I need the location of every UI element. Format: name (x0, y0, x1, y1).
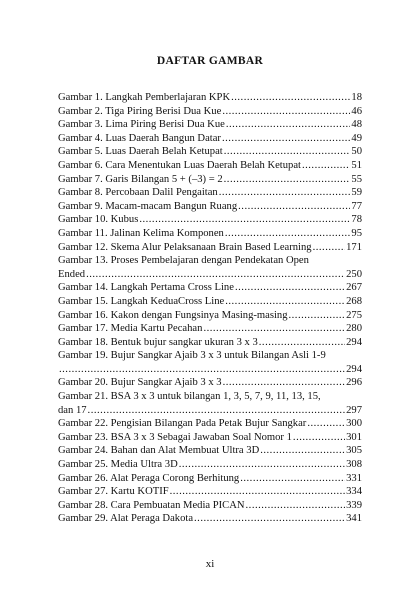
dot-leader (179, 458, 345, 472)
entry-label: Gambar 13. Proses Pembelajaran dengan Pendekatan Open (58, 255, 309, 267)
entry-page: 48 (351, 119, 362, 131)
dot-leader (86, 268, 345, 282)
dot-leader (88, 404, 346, 418)
list-item[interactable] (58, 322, 362, 336)
list-item[interactable] (58, 145, 362, 159)
dot-leader (289, 309, 346, 323)
entry-label: Gambar 6. Cara Menentukan Luas Daerah Belah Ketupat (58, 159, 301, 171)
entry-label: Gambar 10. Kubus (58, 214, 139, 226)
entry-label: Gambar 8. Percobaan Dalil Pengaitan (58, 187, 218, 199)
entry-label: Gambar 2. Tiga Piring Berisi Dua Kue (58, 105, 222, 117)
dot-leader (235, 281, 345, 295)
list-item[interactable] (58, 349, 362, 376)
list-item[interactable] (58, 390, 362, 417)
dot-leader (226, 118, 351, 132)
entry-page: 275 (346, 309, 362, 321)
dot-leader (238, 200, 350, 214)
entry-page: 55 (351, 173, 362, 185)
dot-leader (170, 485, 345, 499)
list-item[interactable] (58, 254, 362, 281)
list-item[interactable] (58, 336, 362, 350)
entry-page: 341 (346, 513, 362, 525)
entry-label: Gambar 25. Media Ultra 3D (58, 459, 178, 471)
list-item[interactable] (58, 118, 362, 132)
entry-label: Gambar 24. Bahan dan Alat Membuat Ultra 3D (58, 445, 260, 457)
entry-page: 339 (346, 499, 362, 511)
dot-leader (225, 295, 345, 309)
entry-label-continued: Ended (58, 268, 86, 280)
entry-page: 49 (351, 132, 362, 144)
entry-label: Gambar 11. Jalinan Kelima Komponen (58, 227, 224, 239)
entry-label: Gambar 22. Pengisian Bilangan Pada Petak Bujur Sangkar (58, 418, 307, 430)
entry-page: 296 (346, 377, 362, 389)
entry-label: Gambar 27. Kartu KOTIF (58, 486, 169, 498)
dot-leader (194, 512, 345, 526)
entry-page: 51 (351, 159, 362, 171)
dot-leader (307, 417, 345, 431)
figure-list (58, 91, 362, 526)
entry-page: 297 (346, 404, 362, 416)
entry-page: 294 (346, 363, 362, 375)
list-item[interactable] (58, 512, 362, 526)
list-item[interactable] (58, 105, 362, 119)
list-item[interactable] (58, 173, 362, 187)
dot-leader (293, 431, 345, 445)
entry-label: Gambar 21. BSA 3 x 3 untuk bilangan 1, 3, 5, 7, 9, 11, 13, 15, (58, 391, 321, 403)
entry-label: Gambar 19. Bujur Sangkar Ajaib 3 x 3 untuk Bilangan Asli 1-9 (58, 350, 326, 362)
list-item[interactable] (58, 159, 362, 173)
dot-leader (259, 336, 345, 350)
entry-page: 268 (346, 295, 362, 307)
list-item[interactable] (58, 499, 362, 513)
entry-page: 250 (346, 268, 362, 280)
entry-label: Gambar 12. Skema Alur Pelaksanaan Brain Based Learning (58, 241, 312, 253)
dot-leader (59, 363, 345, 377)
dot-leader (222, 105, 350, 119)
dot-leader (219, 186, 351, 200)
list-item[interactable] (58, 91, 362, 105)
entry-page: 308 (346, 459, 362, 471)
entry-page: 294 (346, 336, 362, 348)
dot-leader (203, 322, 345, 336)
entry-label: Gambar 9. Macam-macam Bangun Ruang (58, 200, 238, 212)
list-item[interactable] (58, 444, 362, 458)
page-title: DAFTAR GAMBAR (156, 55, 264, 67)
entry-page: 280 (346, 323, 362, 335)
list-item[interactable] (58, 431, 362, 445)
entry-page: 18 (351, 92, 362, 103)
dot-leader (225, 227, 351, 241)
entry-label: Gambar 17. Media Kartu Pecahan (58, 323, 203, 335)
entry-label: Gambar 23. BSA 3 x 3 Sebagai Jawaban Soal Nomor 1 (58, 431, 292, 443)
dot-leader (246, 499, 346, 513)
list-item[interactable] (58, 132, 362, 146)
entry-label-continued: dan 17 (58, 404, 87, 416)
entry-label: Gambar 16. Kakon dengan Fungsinya Masing-masing (58, 309, 288, 321)
entry-label: Gambar 7. Garis Bilangan 5 + (–3) = 2 (58, 173, 223, 185)
entry-page: 46 (351, 105, 362, 117)
entry-label: Gambar 4. Luas Daerah Bangun Datar (58, 132, 221, 144)
list-item[interactable] (58, 200, 362, 214)
entry-label: Gambar 5. Luas Daerah Belah Ketupat (58, 146, 223, 158)
dot-leader (260, 444, 345, 458)
entry-label: Gambar 28. Cara Pembuatan Media PICAN (58, 499, 245, 511)
list-item[interactable] (58, 417, 362, 431)
entry-page: 331 (346, 472, 362, 484)
entry-label: Gambar 18. Bentuk bujur sangkar ukuran 3 x 3 (58, 336, 258, 348)
dot-leader (224, 173, 351, 187)
list-item[interactable] (58, 213, 362, 227)
entry-label: Gambar 29. Alat Peraga Dakota (58, 513, 194, 525)
entry-label: Gambar 26. Alat Peraga Corong Berhitung (58, 472, 240, 484)
entry-page: 267 (346, 282, 362, 294)
entry-page: 305 (346, 445, 362, 457)
list-item[interactable] (58, 227, 362, 241)
list-item[interactable] (58, 295, 362, 309)
list-item[interactable] (58, 309, 362, 323)
entry-page: 59 (351, 187, 362, 199)
page-number: xi (205, 558, 215, 570)
dot-leader (224, 145, 351, 159)
list-item[interactable] (58, 186, 362, 200)
entry-label: Gambar 15. Langkah KeduaCross Line (58, 295, 225, 307)
entry-label: Gambar 1. Langkah Pemberlajaran KPK (58, 92, 231, 103)
entry-page: 334 (346, 486, 362, 498)
list-item[interactable] (58, 458, 362, 472)
entry-page: 78 (351, 214, 362, 226)
entry-page: 50 (351, 146, 362, 158)
dot-leader (240, 472, 345, 486)
entry-label: Gambar 20. Bujur Sangkar Ajaib 3 x 3 (58, 377, 222, 389)
entry-page: 300 (346, 418, 362, 430)
list-item[interactable] (58, 281, 362, 295)
list-item[interactable] (58, 376, 362, 390)
list-item[interactable] (58, 485, 362, 499)
entry-label: Gambar 3. Lima Piring Berisi Dua Kue (58, 119, 225, 131)
list-item[interactable] (58, 241, 362, 255)
dot-leader (302, 159, 350, 173)
entry-label: Gambar 14. Langkah Pertama Cross Line (58, 282, 234, 294)
entry-page: 95 (351, 227, 362, 239)
dot-leader (222, 132, 350, 146)
list-item[interactable] (58, 472, 362, 486)
dot-leader (231, 91, 350, 105)
dot-leader (313, 241, 346, 255)
entry-page: 77 (351, 200, 362, 212)
entry-page: 171 (346, 241, 362, 253)
entry-page: 301 (346, 431, 362, 443)
dot-leader (139, 213, 350, 227)
dot-leader (223, 376, 346, 390)
